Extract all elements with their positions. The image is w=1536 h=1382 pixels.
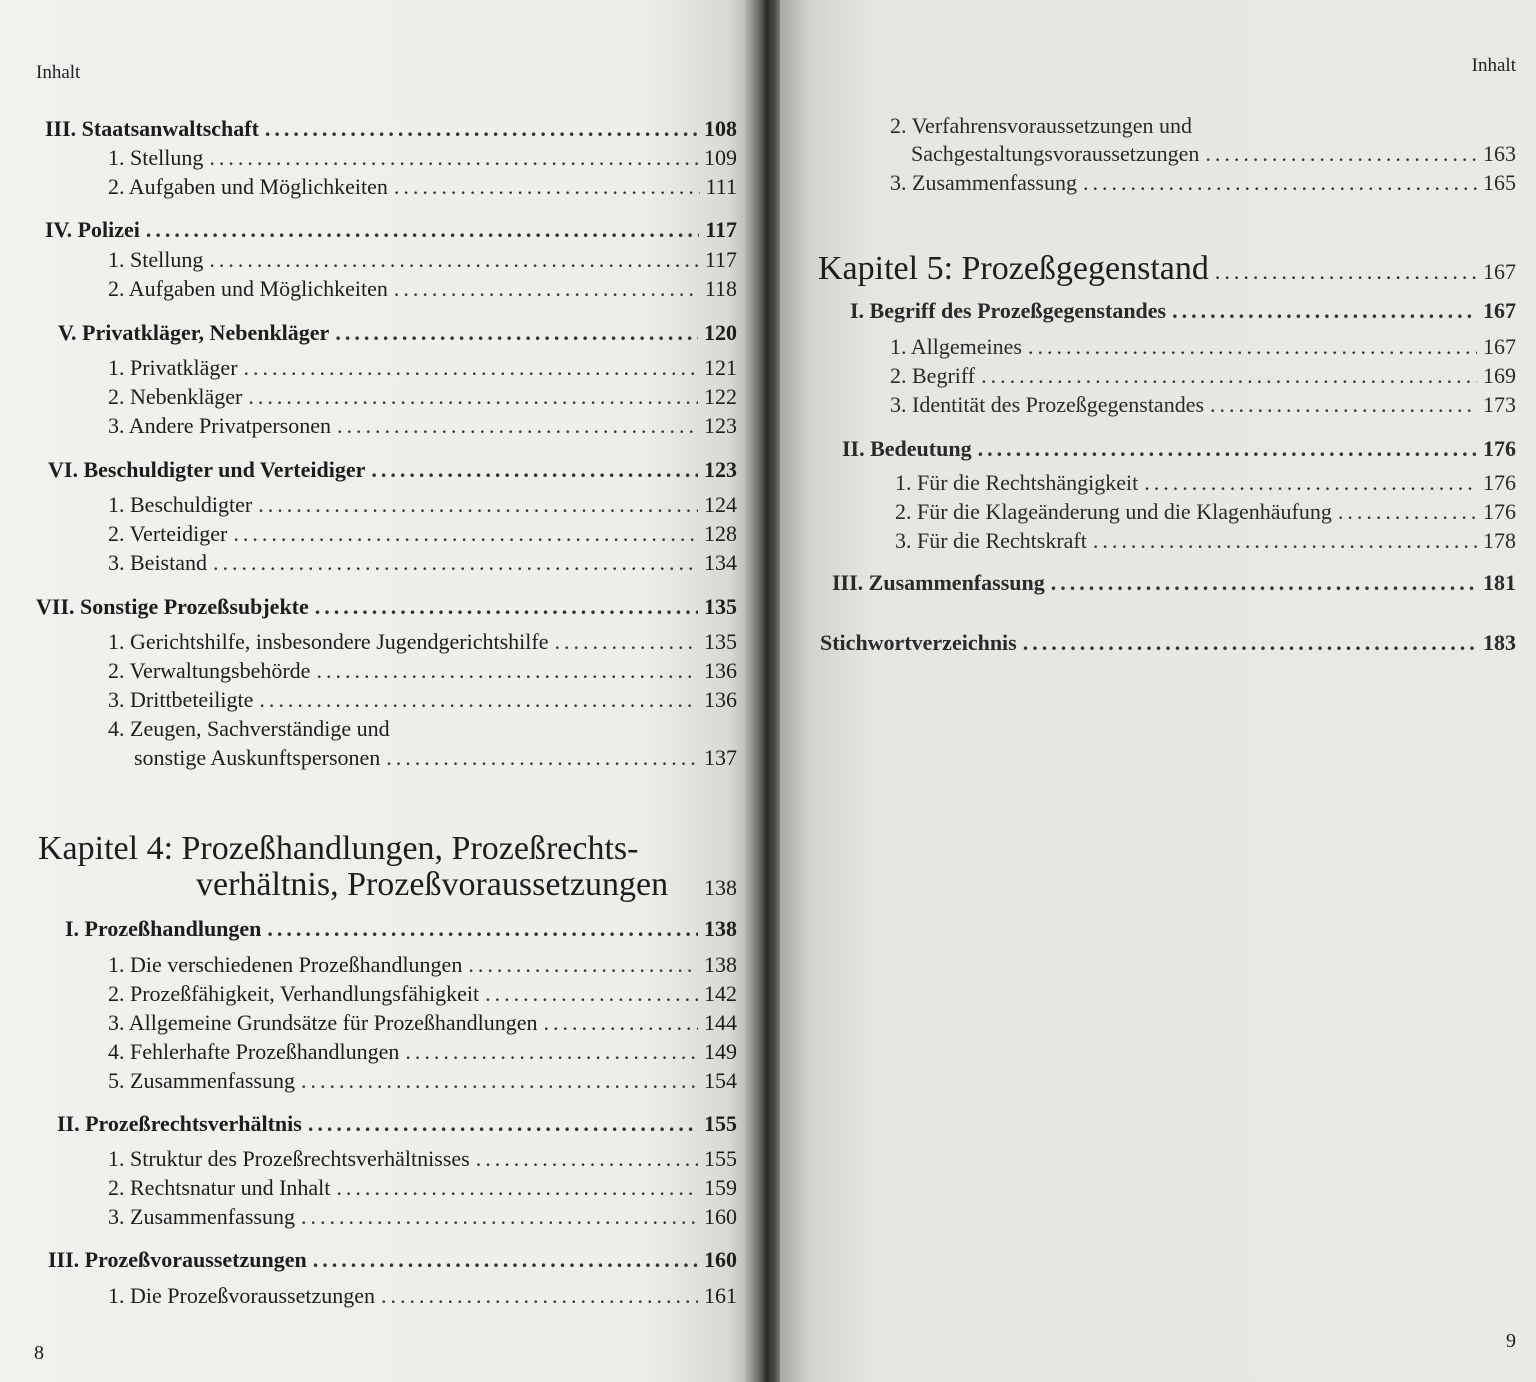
chapter-5-entry[interactable] bbox=[818, 250, 1516, 288]
toc-label: 3. Zusammenfassung bbox=[108, 1204, 295, 1229]
toc-page: 154 bbox=[704, 1068, 737, 1093]
toc-page: 138 bbox=[704, 916, 737, 941]
toc-page: 176 bbox=[1483, 499, 1516, 524]
toc-index[interactable] bbox=[820, 630, 1516, 656]
toc-label: 3. Andere Privatpersonen bbox=[108, 413, 331, 438]
toc-label: IV. Polizei bbox=[45, 217, 140, 242]
toc-subentry[interactable] bbox=[890, 170, 1516, 196]
toc-page: 118 bbox=[704, 276, 737, 301]
toc-page: 181 bbox=[1483, 570, 1516, 595]
toc-label: III. Staatsanwaltschaft bbox=[45, 116, 259, 141]
toc-section[interactable] bbox=[45, 116, 737, 142]
toc-label: 2. Nebenkläger bbox=[108, 384, 243, 409]
toc-page: 155 bbox=[704, 1111, 737, 1136]
toc-section[interactable] bbox=[48, 1247, 737, 1273]
toc-label: I. Begriff des Prozeßgegenstandes bbox=[850, 298, 1167, 323]
toc-page: 159 bbox=[704, 1175, 737, 1200]
toc-page: 167 bbox=[1483, 334, 1516, 359]
toc-label: 2. Verteidiger bbox=[108, 521, 228, 546]
toc-section[interactable] bbox=[842, 436, 1516, 462]
toc-subentry[interactable] bbox=[108, 174, 737, 200]
toc-page: 123 bbox=[704, 413, 737, 438]
toc-page: 120 bbox=[704, 320, 737, 345]
book-gutter bbox=[745, 0, 785, 1382]
toc-page: 144 bbox=[704, 1010, 737, 1035]
toc-page: 176 bbox=[1483, 470, 1516, 495]
toc-label: 5. Zusammenfassung bbox=[108, 1068, 295, 1093]
toc-subentry[interactable] bbox=[108, 1146, 737, 1172]
toc-section[interactable] bbox=[58, 320, 737, 346]
toc-label: VII. Sonstige Prozeßsubjekte bbox=[36, 594, 309, 619]
toc-label: III. Prozeßvoraussetzungen bbox=[48, 1247, 307, 1272]
toc-label: 3. Zusammenfassung bbox=[890, 170, 1077, 195]
toc-label: 1. Gerichtshilfe, insbesondere Jugendgerichtshilfe bbox=[108, 629, 549, 654]
toc-page: 163 bbox=[1483, 141, 1516, 166]
toc-subentry[interactable] bbox=[108, 1010, 737, 1036]
toc-label: 1. Die verschiedenen Prozeßhandlungen bbox=[108, 952, 463, 977]
toc-subentry[interactable] bbox=[108, 687, 737, 713]
toc-page: 128 bbox=[704, 521, 737, 546]
toc-section[interactable] bbox=[48, 457, 737, 483]
toc-section[interactable] bbox=[832, 570, 1516, 596]
toc-page: 160 bbox=[704, 1204, 737, 1229]
toc-page: 136 bbox=[704, 687, 737, 712]
toc-label: II. Prozeßrechtsverhältnis bbox=[57, 1111, 302, 1136]
toc-subentry[interactable] bbox=[911, 141, 1516, 167]
toc-page: 173 bbox=[1483, 392, 1516, 417]
toc-label: 2. Rechtsnatur und Inhalt bbox=[108, 1175, 331, 1200]
toc-label: 3. Beistand bbox=[108, 550, 207, 575]
toc-label: 1. Stellung bbox=[108, 145, 204, 170]
toc-subentry[interactable] bbox=[890, 392, 1516, 418]
chapter-5-title: Kapitel 5: Prozeßgegenstand bbox=[818, 250, 1209, 287]
toc-page: 167 bbox=[1483, 298, 1516, 323]
toc-subentry[interactable] bbox=[108, 1039, 737, 1065]
toc-page: 161 bbox=[704, 1283, 737, 1308]
toc-label: 3. Allgemeine Grundsätze für Prozeßhandlungen bbox=[108, 1010, 538, 1035]
toc-label: 1. Die Prozeßvoraussetzungen bbox=[108, 1283, 375, 1308]
right-page bbox=[780, 0, 1536, 1382]
toc-subentry[interactable] bbox=[108, 492, 737, 518]
toc-label: 2. Begriff bbox=[890, 363, 976, 388]
toc-section[interactable] bbox=[45, 217, 737, 243]
toc-label: 2. Prozeßfähigkeit, Verhandlungsfähigkeit bbox=[108, 981, 480, 1006]
toc-label: Stichwortverzeichnis bbox=[820, 630, 1017, 655]
page-number: 9 bbox=[1506, 1330, 1516, 1352]
page-number: 8 bbox=[34, 1342, 44, 1364]
toc-page: 165 bbox=[1483, 170, 1516, 195]
toc-subentry-line1: 2. Verfahrensvoraussetzungen und bbox=[890, 113, 1193, 138]
toc-label: V. Privatkläger, Nebenkläger bbox=[58, 320, 330, 345]
toc-label: 3. Identität des Prozeßgegenstandes bbox=[890, 392, 1205, 417]
toc-page: 155 bbox=[704, 1146, 737, 1171]
toc-page: 111 bbox=[705, 174, 737, 199]
left-page bbox=[0, 0, 760, 1382]
toc-label: 1. Für die Rechtshängigkeit bbox=[895, 470, 1139, 495]
toc-subentry[interactable] bbox=[108, 952, 737, 978]
toc-label: 4. Fehlerhafte Prozeßhandlungen bbox=[108, 1039, 400, 1064]
toc-label: 3. Drittbeteiligte bbox=[108, 687, 254, 712]
toc-subentry[interactable] bbox=[895, 499, 1516, 525]
toc-page: 124 bbox=[704, 492, 737, 517]
toc-subentry[interactable] bbox=[108, 413, 737, 439]
toc-label: 3. Für die Rechtskraft bbox=[895, 528, 1087, 553]
toc-page: 176 bbox=[1483, 436, 1516, 461]
toc-subentry[interactable] bbox=[108, 1204, 737, 1230]
toc-subentry[interactable] bbox=[108, 981, 737, 1007]
toc-page: 137 bbox=[704, 745, 737, 770]
toc-page: 117 bbox=[705, 217, 737, 242]
toc-page: 149 bbox=[704, 1039, 737, 1064]
toc-page: 123 bbox=[704, 457, 737, 482]
toc-label: 2. Aufgaben und Möglichkeiten bbox=[108, 174, 388, 199]
running-head: Inhalt bbox=[1471, 55, 1516, 76]
toc-page: 183 bbox=[1483, 630, 1516, 655]
toc-page: 135 bbox=[704, 629, 737, 654]
toc-subentry[interactable] bbox=[108, 145, 737, 171]
chapter-4-title-line2: verhältnis, Prozeßvoraussetzungen bbox=[196, 866, 669, 903]
toc-subentry[interactable] bbox=[108, 550, 737, 576]
toc-subentry[interactable] bbox=[108, 1068, 737, 1094]
toc-label: II. Bedeutung bbox=[842, 436, 972, 461]
toc-subentry[interactable] bbox=[890, 363, 1516, 389]
toc-page: 160 bbox=[704, 1247, 737, 1272]
toc-page: 136 bbox=[704, 658, 737, 683]
toc-label: 1. Stellung bbox=[108, 247, 204, 272]
toc-section[interactable] bbox=[65, 916, 737, 942]
toc-label: Sachgestaltungsvoraussetzungen bbox=[911, 141, 1200, 166]
toc-page: 178 bbox=[1483, 528, 1516, 553]
toc-label: 1. Beschuldigter bbox=[108, 492, 253, 517]
toc-label: 2. Verwaltungsbehörde bbox=[108, 658, 311, 683]
toc-subentry[interactable] bbox=[895, 470, 1516, 496]
toc-label: 2. Für die Klageänderung und die Klagenhäufung bbox=[895, 499, 1332, 524]
toc-subentry[interactable] bbox=[895, 528, 1516, 554]
toc-page: 167 bbox=[1483, 259, 1516, 284]
toc-subentry[interactable] bbox=[108, 629, 737, 655]
running-head: Inhalt bbox=[36, 62, 81, 83]
toc-subentry[interactable] bbox=[108, 1283, 737, 1309]
toc-page: 169 bbox=[1483, 363, 1516, 388]
toc-page: 109 bbox=[704, 145, 737, 170]
toc-label: 1. Struktur des Prozeßrechtsverhältnisses bbox=[108, 1146, 470, 1171]
chapter-4-page[interactable]: 138 bbox=[704, 875, 737, 900]
toc-section[interactable] bbox=[850, 298, 1516, 324]
toc-subentry[interactable] bbox=[108, 276, 737, 302]
toc-page: 134 bbox=[704, 550, 737, 575]
toc-label: I. Prozeßhandlungen bbox=[65, 916, 262, 941]
toc-label: III. Zusammenfassung bbox=[832, 570, 1045, 595]
toc-subentry[interactable] bbox=[108, 521, 737, 547]
toc-subentry[interactable] bbox=[108, 355, 737, 381]
toc-subentry[interactable] bbox=[108, 1175, 737, 1201]
toc-subentry[interactable] bbox=[134, 745, 737, 771]
toc-subentry[interactable] bbox=[108, 658, 737, 684]
chapter-4-title-line1: Kapitel 4: Prozeßhandlungen, Prozeßrechts- bbox=[38, 830, 639, 867]
toc-page: 142 bbox=[704, 981, 737, 1006]
toc-label: 1. Privatkläger bbox=[108, 355, 238, 380]
toc-page: 108 bbox=[704, 116, 737, 141]
toc-subentry[interactable] bbox=[890, 334, 1516, 360]
toc-label: VI. Beschuldigter und Verteidiger bbox=[48, 457, 366, 482]
toc-section[interactable] bbox=[36, 594, 737, 620]
toc-label: sonstige Auskunftspersonen bbox=[134, 745, 381, 770]
toc-page: 135 bbox=[704, 594, 737, 619]
toc-page: 122 bbox=[704, 384, 737, 409]
toc-label: 1. Allgemeines bbox=[890, 334, 1022, 359]
toc-page: 138 bbox=[704, 952, 737, 977]
toc-section[interactable] bbox=[57, 1111, 737, 1137]
toc-subentry-line1: 4. Zeugen, Sachverständige und bbox=[108, 716, 390, 741]
toc-subentry[interactable] bbox=[108, 384, 737, 410]
toc-page: 121 bbox=[704, 355, 737, 380]
toc-subentry[interactable] bbox=[108, 247, 737, 273]
toc-page: 117 bbox=[704, 247, 737, 272]
toc-label: 2. Aufgaben und Möglichkeiten bbox=[108, 276, 388, 301]
